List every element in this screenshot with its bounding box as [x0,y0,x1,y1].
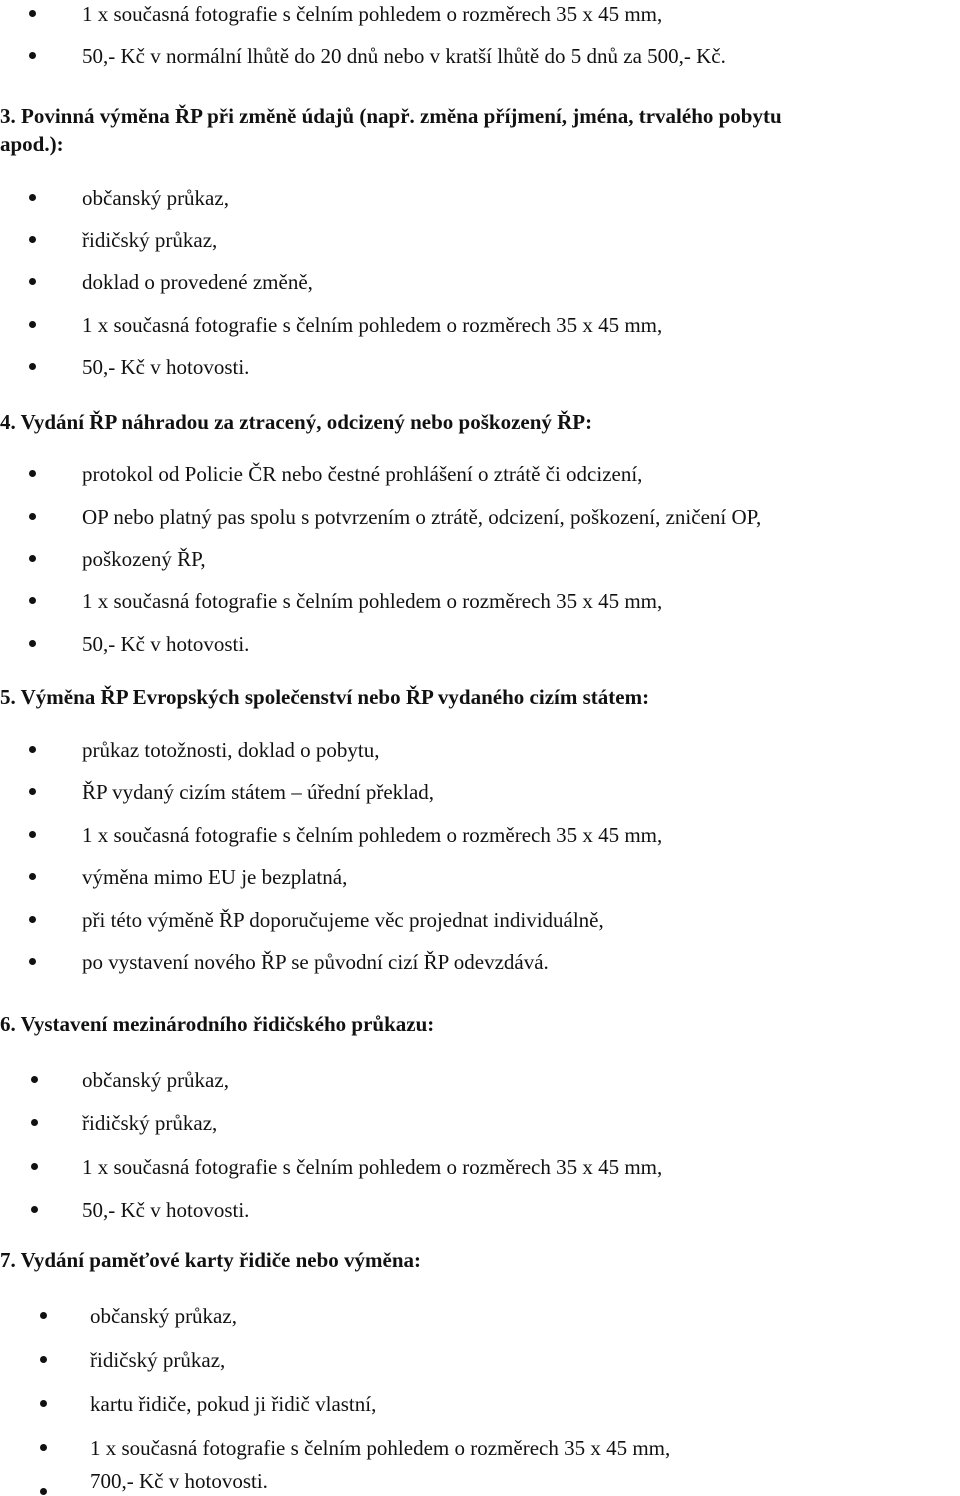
list-item: 1 x současná fotografie s čelním pohledem o rozměrech 35 x 45 mm, [82,2,663,26]
bullet-icon [29,597,36,604]
section-heading: 3. Povinná výměna ŘP při změně údajů (např. změna příjmení, jména, trvalého pobytu [0,104,782,128]
bullet-icon [29,555,36,562]
list-item: protokol od Policie ČR nebo čestné prohlášení o ztrátě či odcizení, [82,462,643,486]
bullet-icon [31,1206,38,1213]
list-item: 1 x současná fotografie s čelním pohledem o rozměrech 35 x 45 mm, [82,823,663,847]
bullet-icon [29,513,36,520]
bullet-icon [29,278,36,285]
bullet-icon [40,1356,47,1363]
bullet-icon [31,1119,38,1126]
section-heading-continued: apod.): [0,132,64,156]
list-item: výměna mimo EU je bezplatná, [82,865,348,889]
bullet-icon [29,10,36,17]
bullet-icon [29,321,36,328]
section-heading: 4. Vydání ŘP náhradou za ztracený, odcizený nebo poškozený ŘP: [0,410,593,434]
bullet-icon [40,1488,47,1495]
bullet-icon [29,52,36,59]
bullet-icon [29,831,36,838]
list-item: občanský průkaz, [90,1304,237,1328]
list-item: řidičský průkaz, [82,228,218,252]
bullet-icon [29,788,36,795]
list-item: průkaz totožnosti, doklad o pobytu, [82,738,380,762]
bullet-icon [29,470,36,477]
list-item: ŘP vydaný cizím státem – úřední překlad, [82,780,435,804]
list-item: občanský průkaz, [82,1068,229,1092]
list-item: doklad o provedené změně, [82,270,313,294]
list-item: OP nebo platný pas spolu s potvrzením o ztrátě, odcizení, poškození, zničení OP, [82,505,762,529]
list-item: 1 x současná fotografie s čelním pohledem o rozměrech 35 x 45 mm, [82,313,663,337]
list-item: 50,- Kč v hotovosti. [82,632,250,656]
bullet-icon [31,1163,38,1170]
list-item: řidičský průkaz, [90,1348,226,1372]
bullet-icon [29,916,36,923]
bullet-icon [29,640,36,647]
bullet-icon [29,236,36,243]
list-item: při této výměně ŘP doporučujeme věc projednat individuálně, [82,908,604,932]
bullet-icon [29,194,36,201]
list-item: 1 x současná fotografie s čelním pohledem o rozměrech 35 x 45 mm, [82,589,663,613]
list-item: 50,- Kč v hotovosti. [82,355,250,379]
bullet-icon [29,958,36,965]
bullet-icon [29,746,36,753]
list-item: poškozený ŘP, [82,547,206,571]
list-item: řidičský průkaz, [82,1111,218,1135]
list-item: 50,- Kč v normální lhůtě do 20 dnů nebo v kratší lhůtě do 5 dnů za 500,- Kč. [82,44,726,68]
section-heading: 5. Výměna ŘP Evropských společenství nebo ŘP vydaného cizím státem: [0,685,650,709]
bullet-icon [40,1312,47,1319]
section-heading: 6. Vystavení mezinárodního řidičského průkazu: [0,1012,435,1036]
list-item: 700,- Kč v hotovosti. [90,1469,268,1493]
list-item: 1 x současná fotografie s čelním pohledem o rozměrech 35 x 45 mm, [90,1436,671,1460]
bullet-icon [31,1076,38,1083]
list-item: po vystavení nového ŘP se původní cizí ŘP odevzdává. [82,950,549,974]
bullet-icon [40,1444,47,1451]
bullet-icon [29,363,36,370]
bullet-icon [40,1400,47,1407]
list-item: 50,- Kč v hotovosti. [82,1198,250,1222]
section-heading: 7. Vydání paměťové karty řidiče nebo výměna: [0,1248,422,1272]
list-item: občanský průkaz, [82,186,229,210]
list-item: 1 x současná fotografie s čelním pohledem o rozměrech 35 x 45 mm, [82,1155,663,1179]
bullet-icon [29,873,36,880]
list-item: kartu řidiče, pokud ji řidič vlastní, [90,1392,377,1416]
